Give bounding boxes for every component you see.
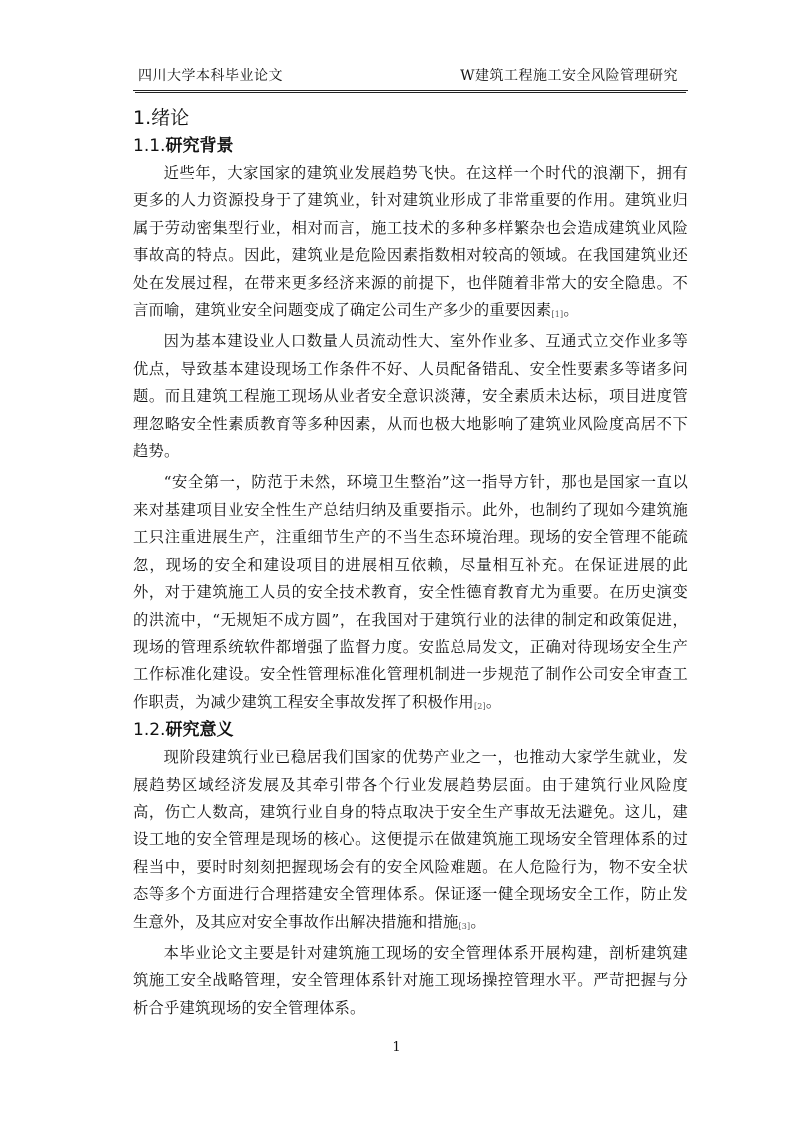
paragraph-text: “安全第一，防范于未然，环境卫生整治”这一指导方针，那也是国家一直以来对基建项目业安全性生产总结归纳及重要指示。此外，也制约了现如今建筑施工只注重进展生产，注重细节生产的不当生态环境治理。现场的安全管理不能疏忽，现场的安全和建设项目的进展相互依赖，尽量相互补充。在保证进展的此外，对于建筑施工人员的安全技术教育，安全性德育教育尤为重要。在历史演变的洪流中，“无规矩不成方圆”，在我国对于建筑行业的法律的制定和政策促进，现场的管理系统软件都增强了监督力度。安监总局发文，正确对待现场安全生产工作标准化建设。安全性管理标准化管理机制进一步规范了制作公司安全审查工作职责，为减少建筑工程安全事故发挥了积极作用: [133, 473, 688, 711]
page-number: 1: [392, 1040, 401, 1055]
paragraph-end: 。: [563, 301, 579, 320]
paragraph-text: 本毕业论文主要是针对建筑施工现场的安全管理体系开展构建，剖析建筑建筑施工安全战略管理，安全管理体系针对施工现场操控管理水平。严苛把握与分析合乎建筑现场的安全管理体系。: [133, 943, 688, 1017]
section-number: 1.1.: [133, 136, 166, 156]
paragraph-text: 近些年，大家国家的建筑业发展趋势飞快。在这样一个时代的浪潮下，拥有更多的人力资源投身于了建筑业，针对建筑业形成了非常重要的作用。建筑业归属于劳动密集型行业，相对而言，施工技术的多种多样繁杂也会造成建筑业风险事故高的特点。因此，建筑业是危险因素指数相对较高的领域。在我国建筑业还处在发展过程，在带来更多经济来源的前提下，也伴随着非常大的安全隐患。不言而喻，建筑业安全问题变成了确定公司生产多少的重要因素: [133, 164, 688, 320]
paragraph-end: 。: [470, 912, 486, 931]
section-heading-background: [133, 132, 688, 160]
paragraph: [133, 744, 688, 936]
section-title: 研究意义: [165, 720, 234, 741]
page-body: [133, 104, 688, 1022]
paragraph: [133, 160, 688, 324]
section-title: 研究背景: [165, 136, 234, 156]
paragraph: [133, 469, 688, 716]
header-thesis-title: W建筑工程施工安全风险管理研究: [460, 68, 678, 84]
citation: [3]: [458, 921, 471, 931]
paragraph-text: 现阶段建筑行业已稳居我们国家的优势产业之一，也推动大家学生就业，发展趋势区域经济发展及其牵引带各个行业发展趋势层面。由于建筑行业风险度高，伤亡人数高，建筑行业自身的特点取决于安全生产事故无法避免。这儿，建设工地的安全管理是现场的核心。这便提示在做建筑施工现场安全管理体系的过程当中，要时时刻刻把握现场会有的安全风险难题。在人危险行为，物不安全状态等多个方面进行合理搭建安全管理体系。保证逐一健全现场安全工作，防止发生意外，及其应对安全事故作出解决措施和措施: [133, 748, 688, 931]
citation: [1]: [551, 310, 564, 320]
section-heading-significance: [133, 716, 688, 744]
section-number: 1.2.: [133, 720, 166, 741]
citation: [2]: [473, 701, 486, 711]
paragraph-text: 因为基本建设业人口数量人员流动性大、室外作业多、互通式立交作业多等优点，导致基本建设现场工作条件不好、人员配备错乱、安全性要素多等诸多问题。而且建筑工程施工现场从业者安全意识淡薄，安全素质未达标，项目进度管理忽略安全性素质教育等多种因素，从而也极大地影响了建筑业风险度高居不下趋势。: [133, 332, 688, 461]
running-header: [133, 60, 688, 91]
paragraph: [133, 328, 688, 465]
paragraph: [133, 940, 688, 1022]
header-university-title: 四川大学本科毕业论文: [138, 68, 283, 84]
chapter-title: 1.绪论: [133, 107, 190, 129]
paragraph-end: 。: [485, 692, 502, 711]
